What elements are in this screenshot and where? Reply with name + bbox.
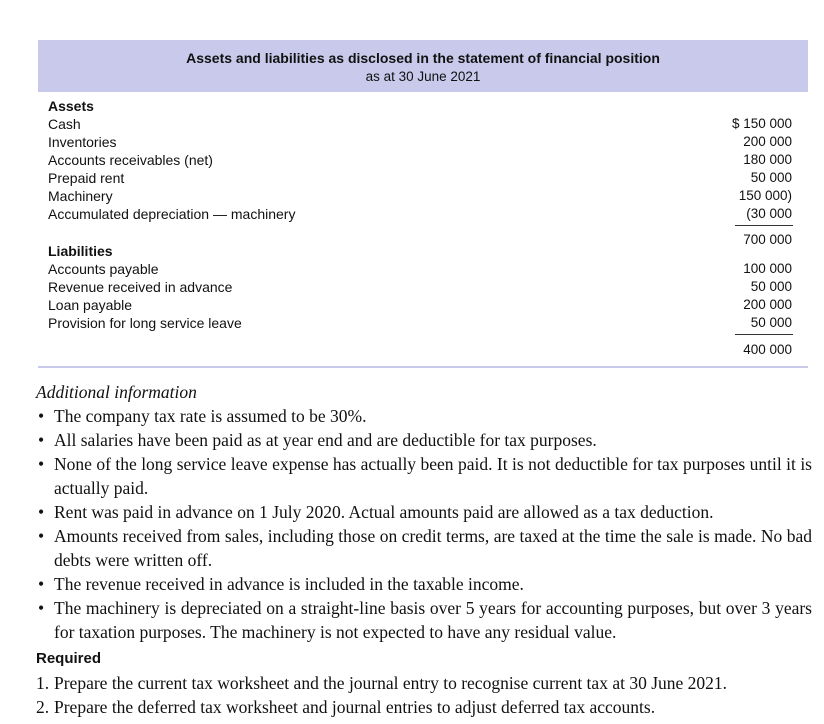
subtotal-rule [735, 225, 793, 226]
table-row [48, 296, 798, 314]
row-amount: 150 000) [738, 188, 792, 203]
item-number: 2. [36, 697, 50, 717]
table-row [48, 169, 798, 187]
bullet-icon: • [38, 454, 45, 474]
table-subtitle: as at 30 June 2021 [365, 69, 481, 84]
table-row [48, 278, 798, 296]
assets-heading: Assets [48, 98, 94, 114]
list-item [36, 452, 812, 500]
bullet-text: All salaries have been paid as at year end and are deductible for tax purposes. [54, 430, 597, 450]
bullet-list [36, 404, 812, 644]
table-bottom-border [38, 366, 808, 368]
bullet-text: None of the long service leave expense has actually been paid. It is not deductible for tax purposes until it is actually paid. [54, 454, 812, 498]
table-header [38, 40, 808, 92]
row-amount: 50 000 [750, 279, 792, 294]
bullet-icon: • [38, 526, 45, 546]
row-amount: 200 000 [743, 134, 792, 149]
liabilities-total-row [48, 341, 798, 359]
row-amount: 180 000 [743, 152, 792, 167]
table-row [48, 205, 798, 223]
list-item [36, 572, 812, 596]
bullet-icon: • [38, 406, 45, 426]
table-row [48, 133, 798, 151]
bullet-icon: • [38, 430, 45, 450]
row-label: Prepaid rent [48, 170, 125, 186]
row-label: Cash [48, 116, 81, 132]
required-list [36, 671, 812, 719]
bullet-text: The machinery is depreciated on a straight-line basis over 5 years for accounting purposes, but over 3 years for taxation purposes. The machinery is not expected to have any residual value. [54, 598, 812, 642]
bullet-icon: • [38, 574, 45, 594]
table-row [48, 314, 798, 332]
table-title: Assets and liabilities as disclosed in the statement of financial position [186, 50, 660, 66]
table-row [48, 115, 798, 133]
row-label: Accounts receivables (net) [48, 152, 213, 168]
item-number: 1. [36, 673, 50, 693]
row-amount: 200 000 [743, 297, 792, 312]
list-item [36, 428, 812, 452]
row-label: Loan payable [48, 297, 133, 313]
row-label: Accumulated depreciation — machinery [48, 206, 296, 222]
row-amount: 50 000 [750, 170, 792, 185]
row-label: Accounts payable [48, 261, 159, 277]
assets-total: 700 000 [743, 232, 792, 247]
additional-information [36, 380, 812, 644]
required-title: Required [36, 650, 102, 667]
bullet-text: Rent was paid in advance on 1 July 2020. Actual amounts paid are allowed as a tax deduction. [54, 502, 714, 522]
row-label: Provision for long service leave [48, 315, 242, 331]
item-text: Prepare the deferred tax worksheet and journal entries to adjust deferred tax accounts. [54, 697, 656, 717]
list-item [36, 695, 812, 719]
liabilities-total: 400 000 [743, 342, 792, 357]
row-amount: 50 000 [750, 315, 792, 330]
list-item [36, 404, 812, 428]
row-label: Machinery [48, 188, 113, 204]
list-item [36, 671, 812, 695]
table-row [48, 151, 798, 169]
bullet-icon: • [38, 598, 45, 618]
liabilities-heading: Liabilities [48, 243, 113, 259]
row-label: Revenue received in advance [48, 279, 233, 295]
bullet-text: The company tax rate is assumed to be 30%. [54, 406, 367, 426]
row-label: Inventories [48, 134, 117, 150]
row-amount: (30 000 [746, 206, 792, 221]
liabilities-heading-row [48, 242, 798, 260]
item-text: Prepare the current tax worksheet and the journal entry to recognise current tax at 30 June 2021. [54, 673, 728, 693]
assets-heading-row [48, 97, 798, 115]
list-item [36, 500, 812, 524]
list-item [36, 596, 812, 644]
list-item [36, 524, 812, 572]
row-amount: $ 150 000 [731, 116, 792, 131]
additional-information-title: Additional information [36, 382, 197, 402]
bullet-text: Amounts received from sales, including those on credit terms, are taxed at the time the sale is made. No bad debts were written off. [54, 526, 812, 570]
bullet-icon: • [38, 502, 45, 522]
subtotal-rule [735, 334, 793, 335]
row-amount: 100 000 [743, 261, 792, 276]
bullet-text: The revenue received in advance is included in the taxable income. [54, 574, 524, 594]
table-row [48, 187, 798, 205]
table-row [48, 260, 798, 278]
